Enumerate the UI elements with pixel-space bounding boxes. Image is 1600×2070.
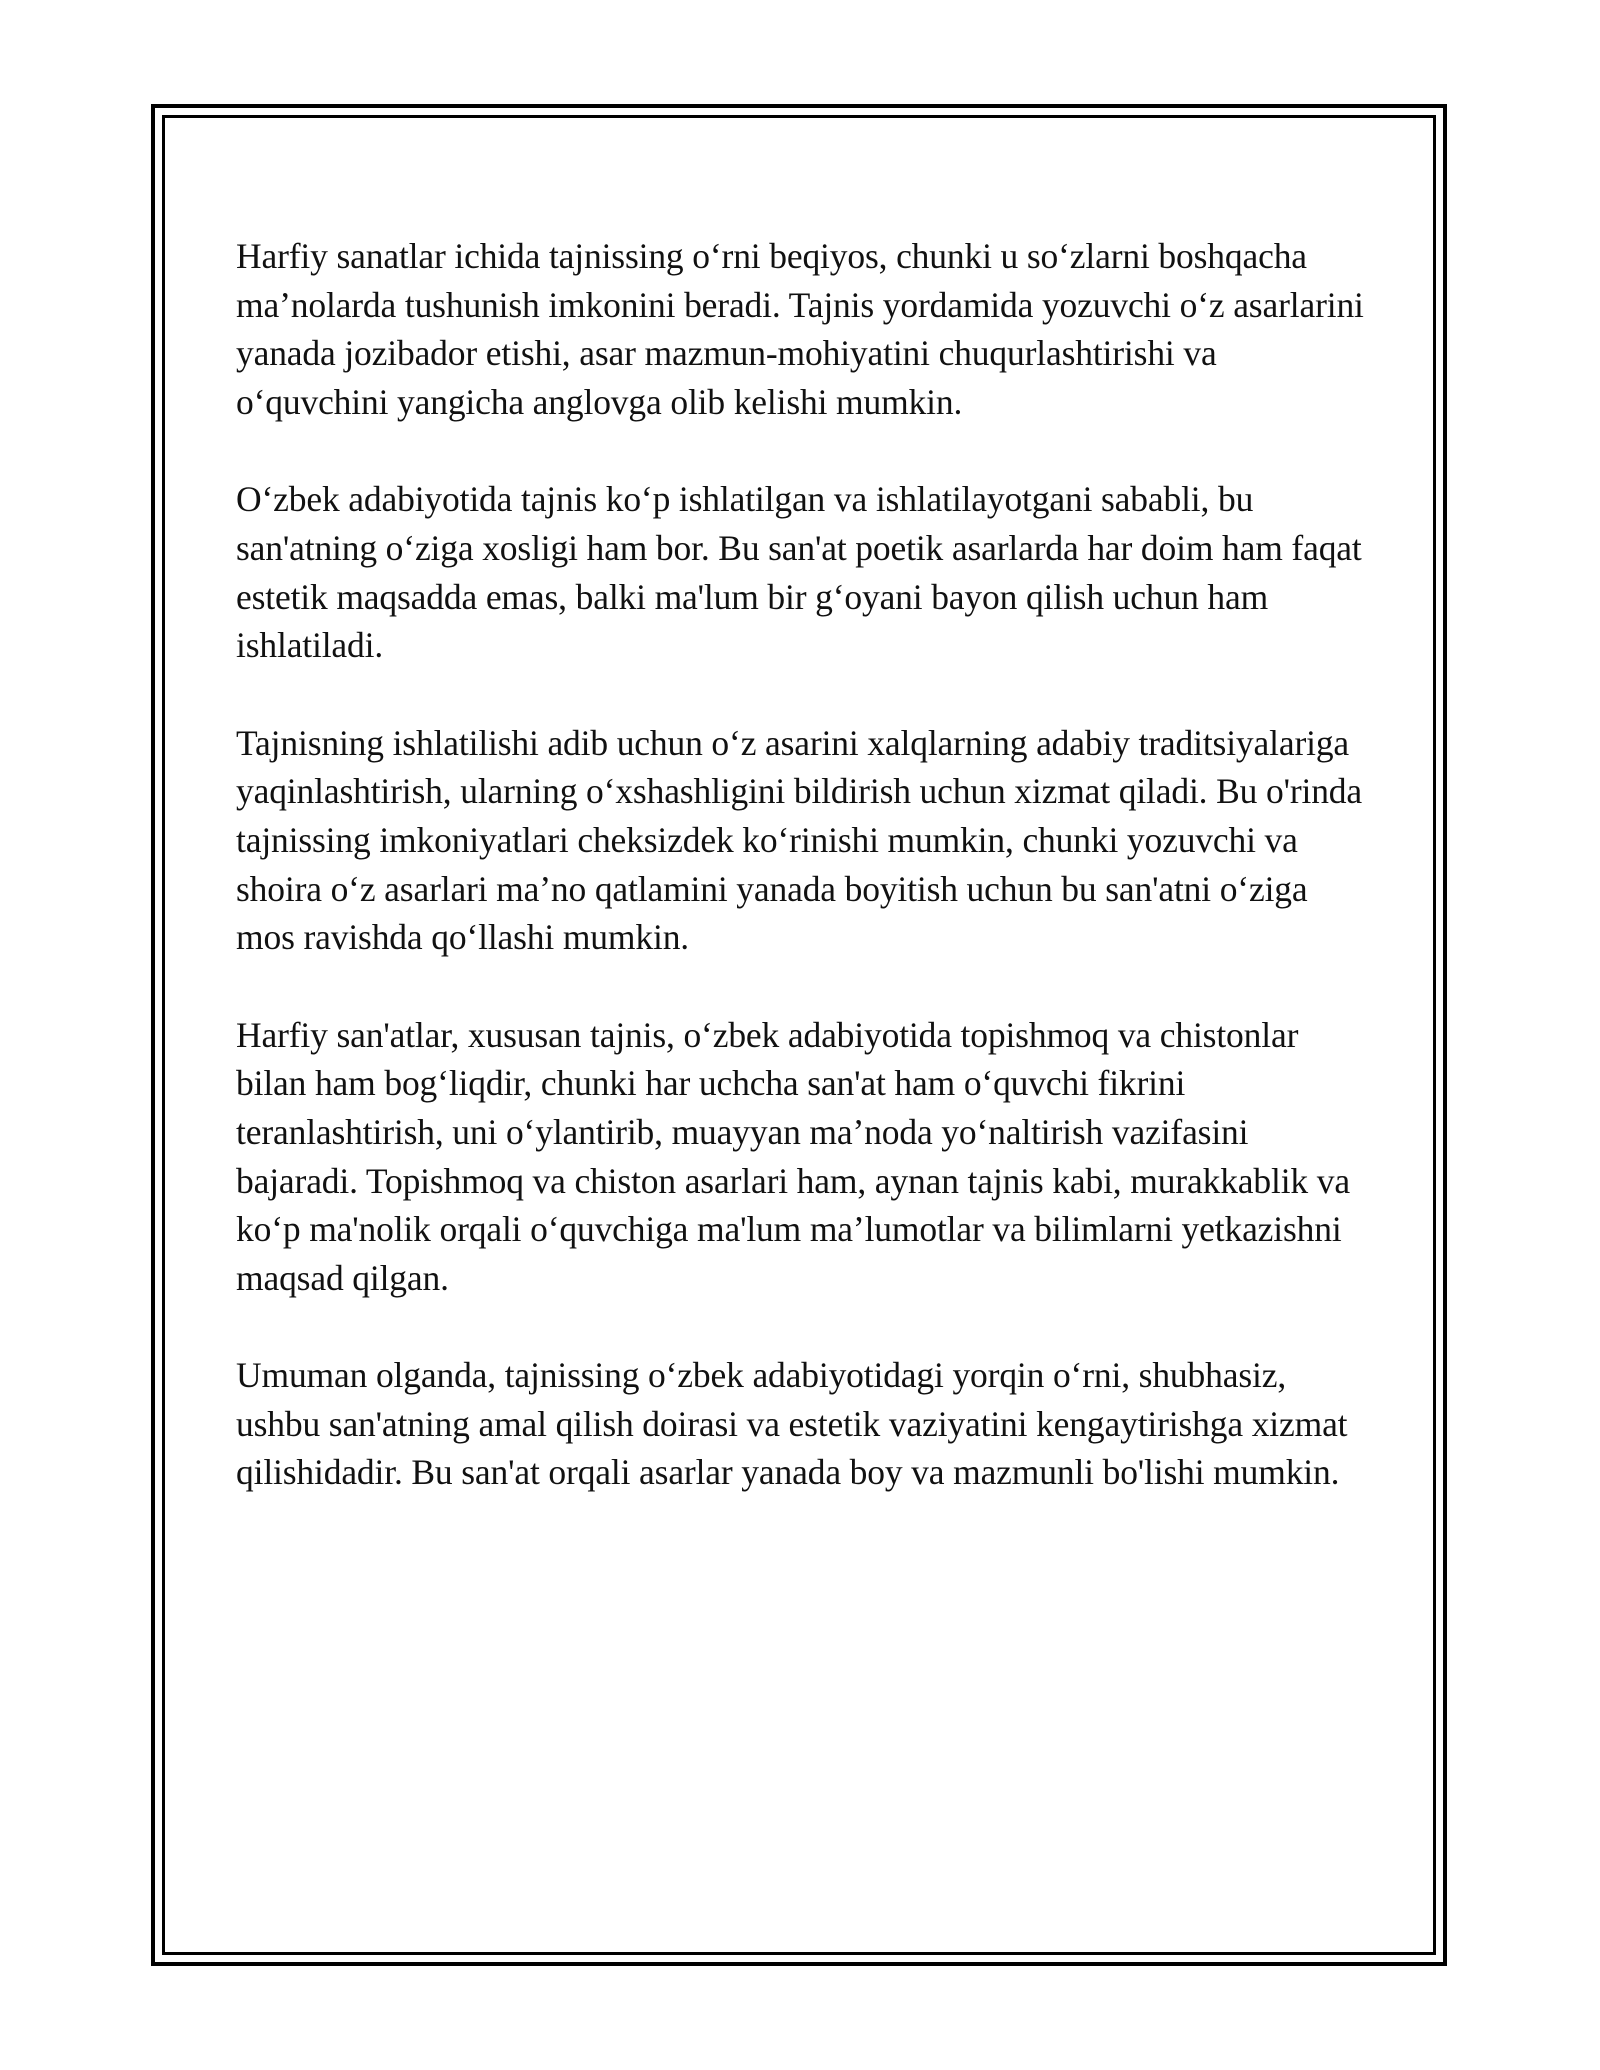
paragraph-2: Oʻzbek adabiyotida tajnis koʻp ishlatilgan va ishlatilayotgani sababli, bu san'atning oʻziga xosligi ham bor. Bu san'at poetik asarlarda har doim ham faqat estetik maqsadda emas, balki ma'lum bir gʻoyani bayon qilish uchun ham ishlatiladi. bbox=[236, 479, 1362, 666]
paragraph-4: Harfiy san'atlar, xususan tajnis, oʻzbek adabiyotida topishmoq va chistonlar bilan ham bogʻliqdir, chunki har uchcha san'at ham oʻquvchi fikrini teranlashtirish, uni oʻylantirib, muayyan maʼnoda yoʻnaltirish vazifasini bajaradi. Topishmoq va chiston asarlari ham, aynan tajnis kabi, murakkablik va koʻp ma'nolik orqali oʻquvchiga ma'lum maʼlumotlar va bilimlarni yetkazishni maqsad qilgan. bbox=[236, 1014, 1350, 1298]
paragraph-3: Tajnisning ishlatilishi adib uchun oʻz asarini xalqlarning adabiy traditsiyalariga yaqinlashtirish, ularning oʻxshashligini bildirish uchun xizmat qiladi. Bu o'rinda tajnissing imkoniyatlari cheksizdek koʻrinishi mumkin, chunki yozuvchi va shoira oʻz asarlari maʼno qatlamini yanada boyitish uchun bu san'atni oʻziga mos ravishda qoʻllashi mumkin. bbox=[236, 722, 1363, 958]
document-body bbox=[236, 232, 1366, 1497]
paragraph-1: Harfiy sanatlar ichida tajnissing oʻrni beqiyos, chunki u soʻzlarni boshqacha maʼnolarda tushunish imkonini beradi. Tajnis yordamida yozuvchi oʻz asarlarini yanada jozibador etishi, asar mazmun-mohiyatini chuqurlashtirishi va oʻquvchini yangicha anglovga olib kelishi mumkin. bbox=[236, 236, 1364, 422]
paragraph-5: Umuman olganda, tajnissing oʻzbek adabiyotidagi yorqin oʻrni, shubhasiz, ushbu san'atning amal qilish doirasi va estetik vaziyatini kengaytirishga xizmat qilishidadir. Bu san'at orqali asarlar yanada boy va mazmunli bo'lishi mumkin. bbox=[236, 1355, 1348, 1493]
